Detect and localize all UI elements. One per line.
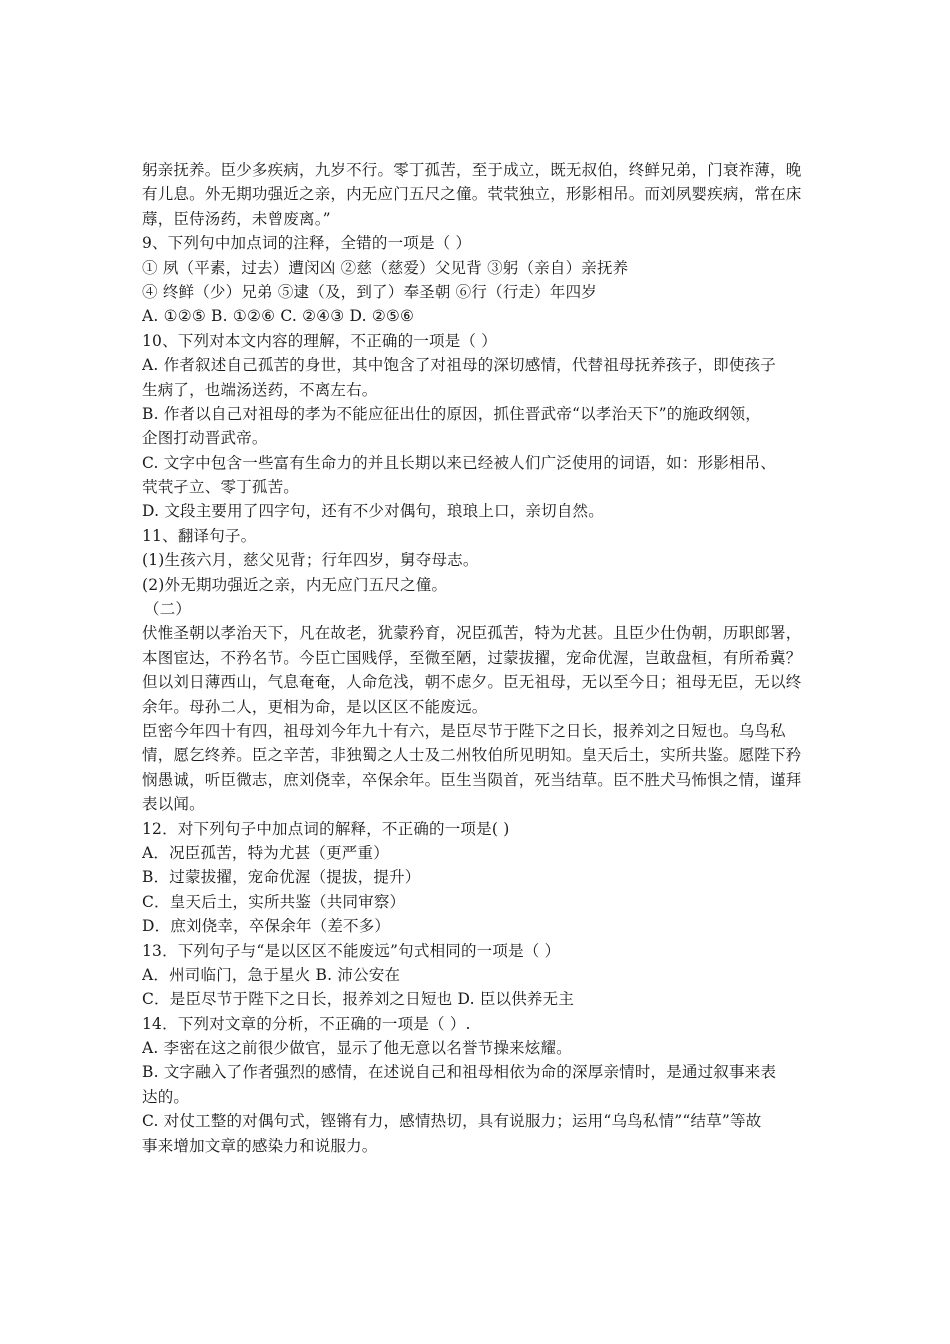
question-11-stem: 11、翻译句子。 [142, 526, 257, 545]
passage-line: 伏惟圣朝以孝治天下，凡在故老，犹蒙矜育，况臣孤苦，特为尤甚。且臣少仕伪朝，历职郎署， [142, 624, 802, 643]
passage-line: 悯愚诚，听臣微志，庶刘侥幸，卒保余年。臣生当陨首，死当结草。臣不胜犬马怖惧之情，谨拜 [142, 770, 802, 789]
question-9-items: ① 夙（平素，过去）遭闵凶 ②慈（慈爱）父见背 ③躬（亲自）亲抚养 [142, 258, 629, 277]
question-11-item-1: (1)生孩六月，慈父见背；行年四岁，舅夺母志。 [142, 551, 479, 570]
question-10-option-b: B. 作者以自己对祖母的孝为不能应征出仕的原因，抓住晋武帝“以孝治天下”的施政纲领， [142, 404, 761, 423]
question-12-option-c: C．皇天后土，实所共鉴（共同审察） [142, 892, 406, 911]
question-14-option-b: 达的。 [142, 1087, 190, 1106]
question-14-option-c: 事来增加文章的感染力和说服力。 [142, 1136, 378, 1155]
question-12-option-b: B．过蒙拔擢，宠命优渥（提拔，提升） [142, 868, 421, 887]
question-10-option-d: D. 文段主要用了四字句，还有不少对偶句，琅琅上口，亲切自然。 [142, 502, 604, 521]
text-line: 蓐，臣侍汤药，未曾废离。” [142, 209, 331, 228]
passage-line: 臣密今年四十有四，祖母刘今年九十有六，是臣尽节于陛下之日长，报养刘之日短也。乌鸟私 [142, 721, 786, 740]
question-13-options: C．是臣尽节于陛下之日长，报养刘之日短也 D. 臣以供养无主 [142, 990, 575, 1009]
text-line: 有儿息。外无期功强近之亲，内无应门五尺之僮。茕茕独立，形影相吊。而刘夙婴疾病，常在床 [142, 185, 802, 204]
passage-line: 余年。母孙二人，更相为命，是以区区不能废远。 [142, 697, 488, 716]
question-14-stem: 14．下列对文章的分析，不正确的一项是（ ）. [142, 1014, 471, 1033]
question-10-option-c: C. 文字中包含一些富有生命力的并且长期以来已经被人们广泛使用的词语，如：形影相吊、 [142, 453, 777, 472]
question-12-stem: 12．对下列句子中加点词的解释，不正确的一项是( ) [142, 819, 510, 838]
question-12-option-d: D．庶刘侥幸，卒保余年（差不多） [142, 917, 391, 936]
question-12-option-a: A．况臣孤苦，特为尤甚（更严重） [142, 843, 389, 862]
question-10-option-b: 企图打动晋武帝。 [142, 429, 268, 448]
section-heading: （二） [144, 600, 192, 619]
text-line: 躬亲抚养。臣少多疾病，九岁不行。零丁孤苦，至于成立，既无叔伯，终鲜兄弟，门衰祚薄，晚 [142, 161, 802, 179]
question-9-items: ④ 终鲜（少）兄弟 ⑤逮（及，到了）奉圣朝 ⑥行（行走）年四岁 [142, 282, 597, 301]
question-10-option-a: A. 作者叙述自己孤苦的身世，其中饱含了对祖母的深切感情，代替祖母抚养孩子，即使孩子 [142, 356, 776, 375]
question-10-stem: 10、下列对本文内容的理解，不正确的一项是（ ） [142, 331, 497, 350]
question-9-options: A. ①②⑤ B. ①②⑥ C. ②④③ D. ②⑤⑥ [142, 307, 415, 326]
question-13-options: A．州司临门，急于星火 B. 沛公安在 [142, 965, 401, 984]
passage-line: 但以刘日薄西山，气息奄奄，人命危浅，朝不虑夕。臣无祖母，无以至今日；祖母无臣，无以终 [142, 673, 802, 692]
question-11-item-2: (2)外无期功强近之亲，内无应门五尺之僮。 [142, 575, 448, 594]
passage-line: 本图宦达，不矜名节。今臣亡国贱俘，至微至陋，过蒙拔擢，宠命优渥，岂敢盘桓，有所希冀？ [142, 648, 802, 667]
question-13-stem: 13．下列句子与“是以区区不能废远”句式相同的一项是（ ） [142, 941, 561, 960]
question-10-option-a: 生病了，也端汤送药，不离左右。 [142, 380, 378, 399]
document-page [142, 158, 814, 1158]
question-10-option-c: 茕茕孑立、零丁孤苦。 [142, 478, 300, 497]
question-9-stem: 9、下列句中加点词的注释，全错的一项是（ ） [142, 234, 472, 253]
question-14-option-b: B. 文字融入了作者强烈的感情，在述说自己和祖母相依为命的深厚亲情时，是通过叙事来表 [142, 1063, 777, 1082]
question-14-option-c: C. 对仗工整的对偶句式，铿锵有力，感情热切，具有说服力；运用“乌鸟私情”“结草”等故 [142, 1112, 762, 1131]
passage-line: 表以闻。 [142, 795, 205, 814]
question-14-option-a: A. 李密在这之前很少做官，显示了他无意以名誉节操来炫耀。 [142, 1039, 572, 1058]
passage-line: 情，愿乞终养。臣之辛苦，非独蜀之人士及二州牧伯所见明知。皇天后土，实所共鉴。愿陛下矜 [142, 746, 802, 765]
